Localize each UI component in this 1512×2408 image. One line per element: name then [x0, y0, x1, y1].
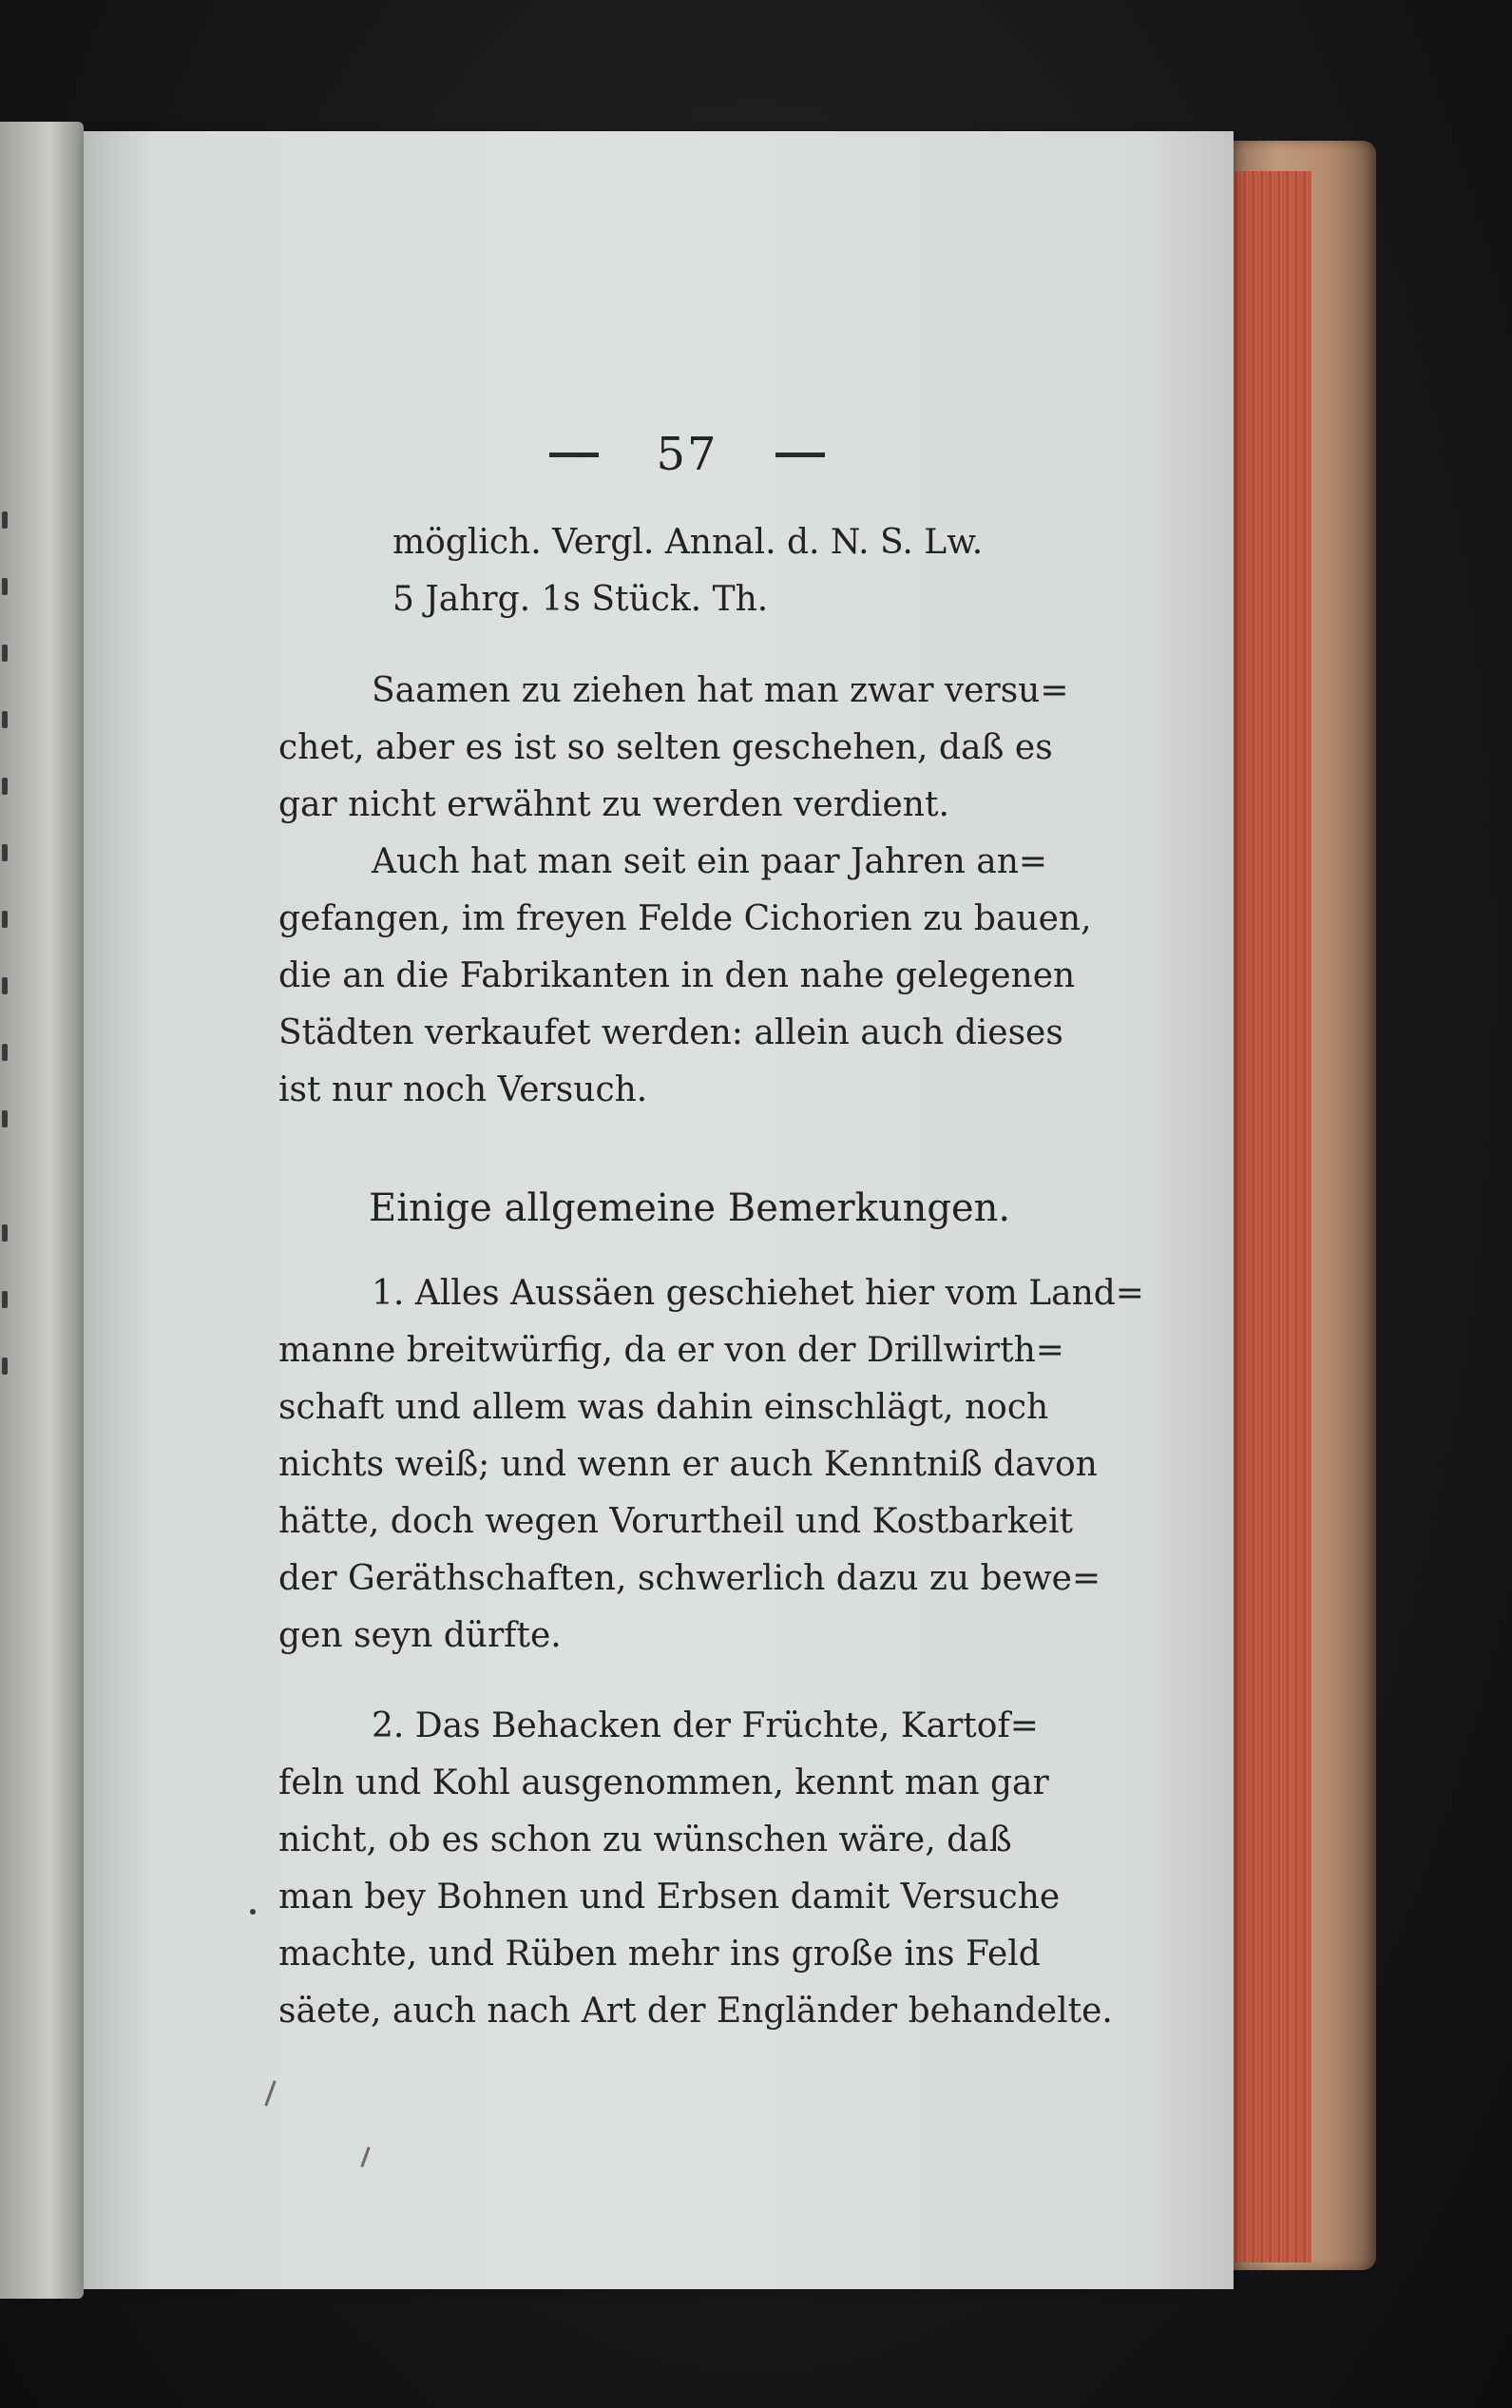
text-line: möglich. Vergl. Annal. d. N. S. Lw. [392, 523, 984, 562]
text-line: gen seyn dürfte. [278, 1616, 562, 1655]
header-dash-right [775, 453, 825, 457]
left-page-text-fragments [0, 407, 19, 1738]
text-line: säete, auch nach Art der Engländer behandelte. [278, 1992, 1113, 2031]
page-header [278, 421, 1096, 488]
text-line: gefangen, im freyen Felde Cichorien zu bauen, [278, 899, 1092, 938]
header-dash-left [549, 453, 599, 457]
ink-speck [250, 1909, 256, 1915]
pencil-mark [264, 2080, 276, 2106]
page-number: 57 [656, 428, 718, 481]
text-line: 1. Alles Aussäen geschiehet hier vom Land= [372, 1274, 1144, 1313]
book-page [84, 131, 1234, 2289]
text-line: die an die Fabrikanten in den nahe gelegenen [278, 956, 1076, 995]
left-page-edge [0, 122, 84, 2299]
text-line: 5 Jahrg. 1s Stück. Th. [392, 580, 769, 619]
text-line: 2. Das Behacken der Früchte, Kartof= [372, 1706, 1039, 1745]
text-line: der Geräthschaften, schwerlich dazu zu bewe= [278, 1559, 1101, 1598]
text-line: nichts weiß; und wenn er auch Kenntniß davon [278, 1445, 1098, 1484]
text-line: Städten verkaufet werden: allein auch dieses [278, 1013, 1063, 1052]
red-page-edges [1222, 171, 1311, 2263]
text-line: ist nur noch Versuch. [278, 1070, 648, 1109]
text-line: Auch hat man seit ein paar Jahren an= [372, 842, 1048, 881]
text-line: Saamen zu ziehen hat man zwar versu= [372, 671, 1069, 710]
text-line: man bey Bohnen und Erbsen damit Versuche [278, 1878, 1061, 1917]
pencil-mark [360, 2147, 370, 2167]
text-line: gar nicht erwähnt zu werden verdient. [278, 785, 949, 824]
text-line: nicht, ob es schon zu wünschen wäre, daß [278, 1820, 1012, 1859]
text-line: feln und Kohl ausgenommen, kennt man gar [278, 1763, 1049, 1802]
text-line: manne breitwürfig, da er von der Drillwirth= [278, 1331, 1064, 1370]
text-line: hätte, doch wegen Vorurtheil und Kostbarkeit [278, 1502, 1073, 1541]
section-heading: Einige allgemeine Bemerkungen. [369, 1186, 1011, 1230]
text-line: chet, aber es ist so selten geschehen, daß es [278, 728, 1053, 767]
text-line: machte, und Rüben mehr ins große ins Feld [278, 1935, 1041, 1974]
text-line: schaft und allem was dahin einschlägt, noch [278, 1388, 1049, 1427]
